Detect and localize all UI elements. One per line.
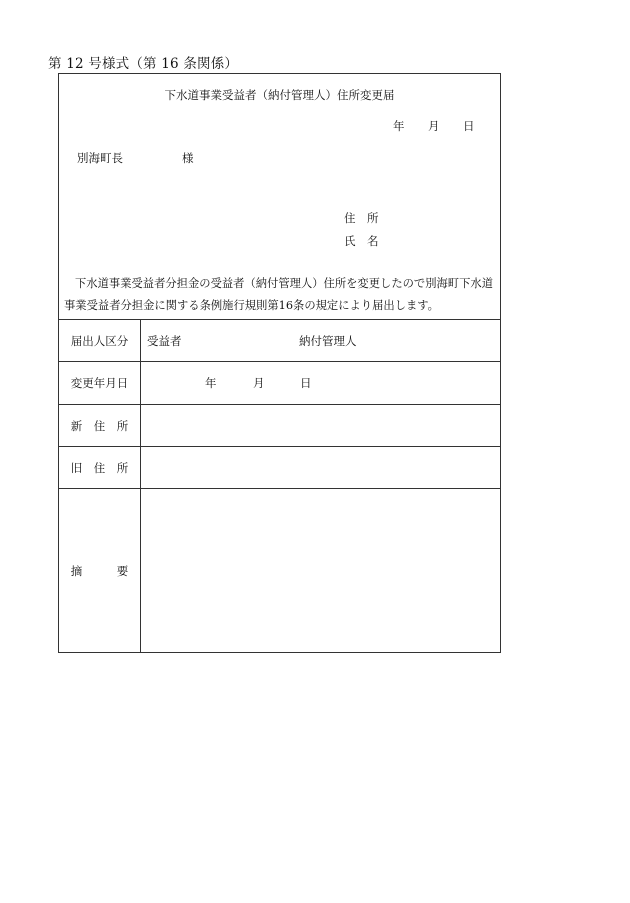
date-year-label: 年 xyxy=(393,119,405,133)
addressee-honorific: 様 xyxy=(182,151,194,165)
new-address-field[interactable] xyxy=(141,405,500,446)
form-title: 下水道事業受益者（納付管理人）住所変更届 xyxy=(164,88,395,102)
applicant-address-label: 住 所 xyxy=(344,211,379,225)
change-date-label: 変更年月日 xyxy=(59,362,141,404)
change-date-month-label: 月 xyxy=(253,376,265,390)
category-option-beneficiary[interactable]: 受益者 xyxy=(147,333,182,348)
date-day-label: 日 xyxy=(463,119,475,133)
notification-form xyxy=(58,73,501,653)
form-header-section xyxy=(59,74,500,320)
applicant-name-label: 氏 名 xyxy=(344,234,379,248)
category-label: 届出人区分 xyxy=(59,320,141,361)
category-row xyxy=(59,320,500,362)
form-number: 第 12 号様式（第 16 条関係） xyxy=(48,56,239,72)
remarks-row xyxy=(59,489,500,652)
old-address-row xyxy=(59,447,500,489)
remarks-field[interactable] xyxy=(141,489,500,652)
change-date-day-label: 日 xyxy=(300,376,312,390)
change-date-row xyxy=(59,362,500,405)
change-date-year-label: 年 xyxy=(205,376,217,390)
old-address-field[interactable] xyxy=(141,447,500,488)
date-month-label: 月 xyxy=(428,119,440,133)
addressee-name: 別海町長 xyxy=(77,151,123,165)
notification-statement: 下水道事業受益者分担金の受益者（納付管理人）住所を変更したので別海町下水道事業受益者分担金に関する条例施行規則第16条の規定により届出します。 xyxy=(64,277,493,312)
remarks-label: 摘 要 xyxy=(59,489,141,652)
new-address-label: 新 住 所 xyxy=(59,405,141,446)
old-address-label: 旧 住 所 xyxy=(59,447,141,488)
category-option-payment-manager[interactable]: 納付管理人 xyxy=(299,333,357,348)
new-address-row xyxy=(59,405,500,447)
